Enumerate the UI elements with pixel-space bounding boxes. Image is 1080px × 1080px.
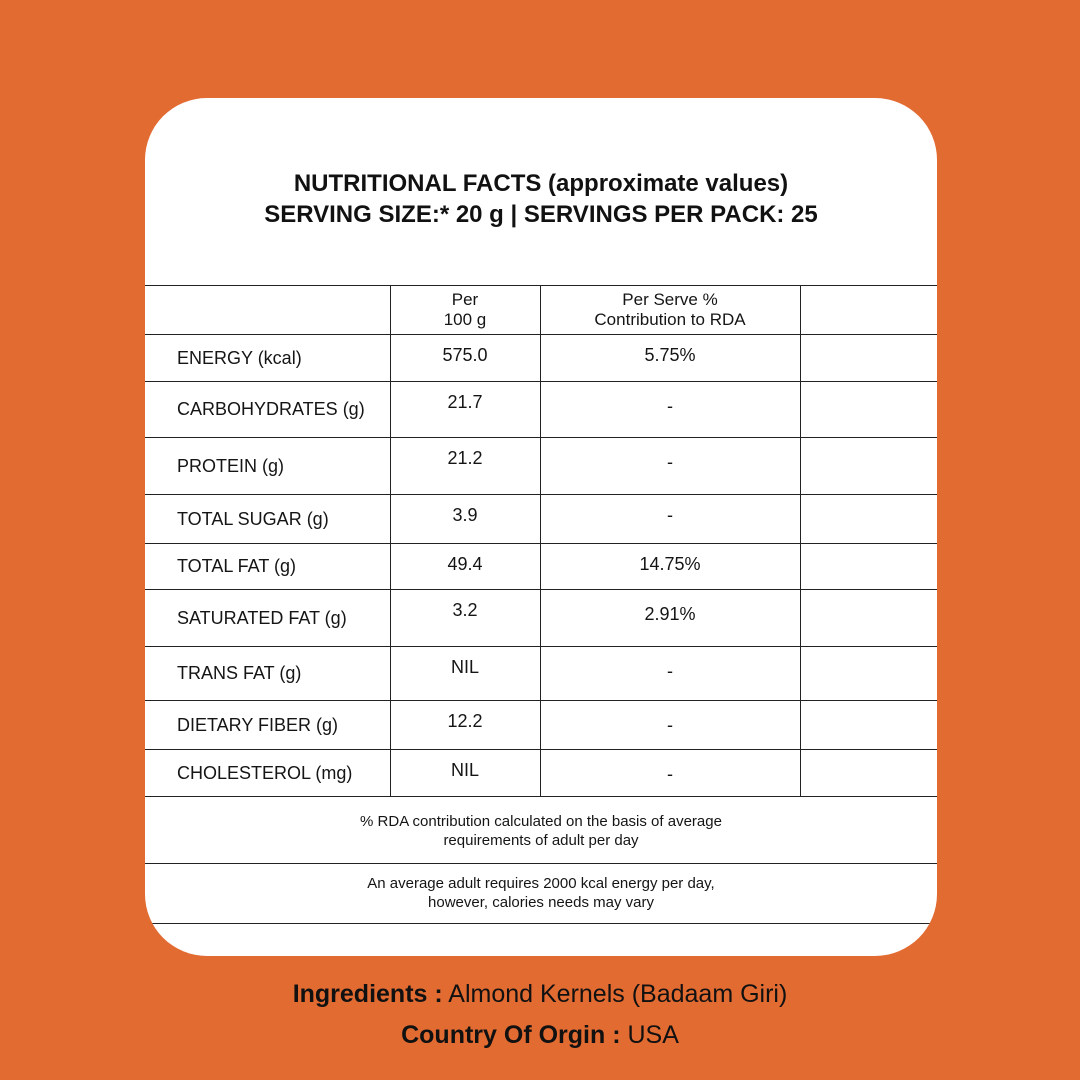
table-row — [145, 382, 937, 438]
nutrient-name: DIETARY FIBER (g) — [145, 701, 390, 750]
empty-cell — [800, 495, 937, 544]
nutrient-name: PROTEIN (g) — [145, 438, 390, 495]
rda-value: 5.75% — [540, 335, 800, 382]
nutrient-name: TRANS FAT (g) — [145, 647, 390, 701]
per-100g-value: 21.2 — [390, 438, 540, 495]
table-row — [145, 647, 937, 701]
rda-value: - — [540, 495, 800, 544]
ingredients-label: Ingredients : — [292, 980, 443, 1008]
header-per-100g — [390, 286, 540, 335]
empty-cell — [800, 590, 937, 647]
nutrient-name: CHOLESTEROL (mg) — [145, 750, 390, 797]
empty-cell — [800, 382, 937, 438]
title-line-2: SERVING SIZE:* 20 g | SERVINGS PER PACK: 25 — [264, 201, 818, 228]
rda-value: - — [540, 438, 800, 495]
nutrient-name: TOTAL FAT (g) — [145, 544, 390, 590]
title-line-1: NUTRITIONAL FACTS (approximate values) — [293, 170, 789, 197]
table-row — [145, 495, 937, 544]
nutrient-name: SATURATED FAT (g) — [145, 590, 390, 647]
empty-cell — [800, 438, 937, 495]
header-rda — [540, 286, 800, 335]
rda-value: - — [540, 647, 800, 701]
rda-value: - — [540, 382, 800, 438]
nutrition-title — [145, 168, 937, 230]
header-nutrient — [145, 286, 390, 335]
nutrient-name: TOTAL SUGAR (g) — [145, 495, 390, 544]
rda-note-line1: % RDA contribution calculated on the basis of average — [360, 813, 722, 830]
origin-label: Country Of Orgin : — [401, 1021, 621, 1049]
empty-cell — [800, 750, 937, 797]
per-100g-value: 21.7 — [390, 382, 540, 438]
nutrient-name: ENERGY (kcal) — [145, 335, 390, 382]
table-row — [145, 335, 937, 382]
per-100g-value: NIL — [390, 750, 540, 797]
energy-note-line2: however, calories needs may vary — [428, 894, 654, 911]
ingredients-line — [0, 980, 1080, 1009]
ingredients-value: Almond Kernels (Badaam Giri) — [448, 980, 788, 1008]
rda-value: - — [540, 701, 800, 750]
nutrient-name: CARBOHYDRATES (g) — [145, 382, 390, 438]
table-row — [145, 438, 937, 495]
empty-cell — [800, 701, 937, 750]
origin-line — [0, 1021, 1080, 1050]
per-100g-value: 49.4 — [390, 544, 540, 590]
rda-value: - — [540, 750, 800, 797]
empty-cell — [800, 647, 937, 701]
nutrition-table — [145, 285, 937, 797]
table-header-row — [145, 286, 937, 335]
per-100g-value: NIL — [390, 647, 540, 701]
origin-value: USA — [627, 1021, 679, 1049]
header-per-100g-line2: 100 g — [443, 310, 487, 329]
rda-note-line2: requirements of adult per day — [443, 832, 639, 849]
per-100g-value: 12.2 — [390, 701, 540, 750]
header-rda-line2: Contribution to RDA — [594, 310, 746, 329]
empty-cell — [800, 335, 937, 382]
header-rda-line1: Per Serve % — [622, 290, 718, 309]
header-per-100g-line1: Per — [451, 290, 479, 309]
empty-cell — [800, 544, 937, 590]
rda-value: 2.91% — [540, 590, 800, 647]
per-100g-value: 3.9 — [390, 495, 540, 544]
energy-note — [145, 874, 937, 924]
nutrition-card — [145, 98, 937, 956]
per-100g-value: 575.0 — [390, 335, 540, 382]
table-row — [145, 590, 937, 647]
table-row — [145, 544, 937, 590]
rda-note — [145, 812, 937, 864]
table-row — [145, 701, 937, 750]
energy-note-line1: An average adult requires 2000 kcal energy per day, — [367, 875, 715, 892]
table-row — [145, 750, 937, 797]
rda-value: 14.75% — [540, 544, 800, 590]
header-empty — [800, 286, 937, 335]
per-100g-value: 3.2 — [390, 590, 540, 647]
